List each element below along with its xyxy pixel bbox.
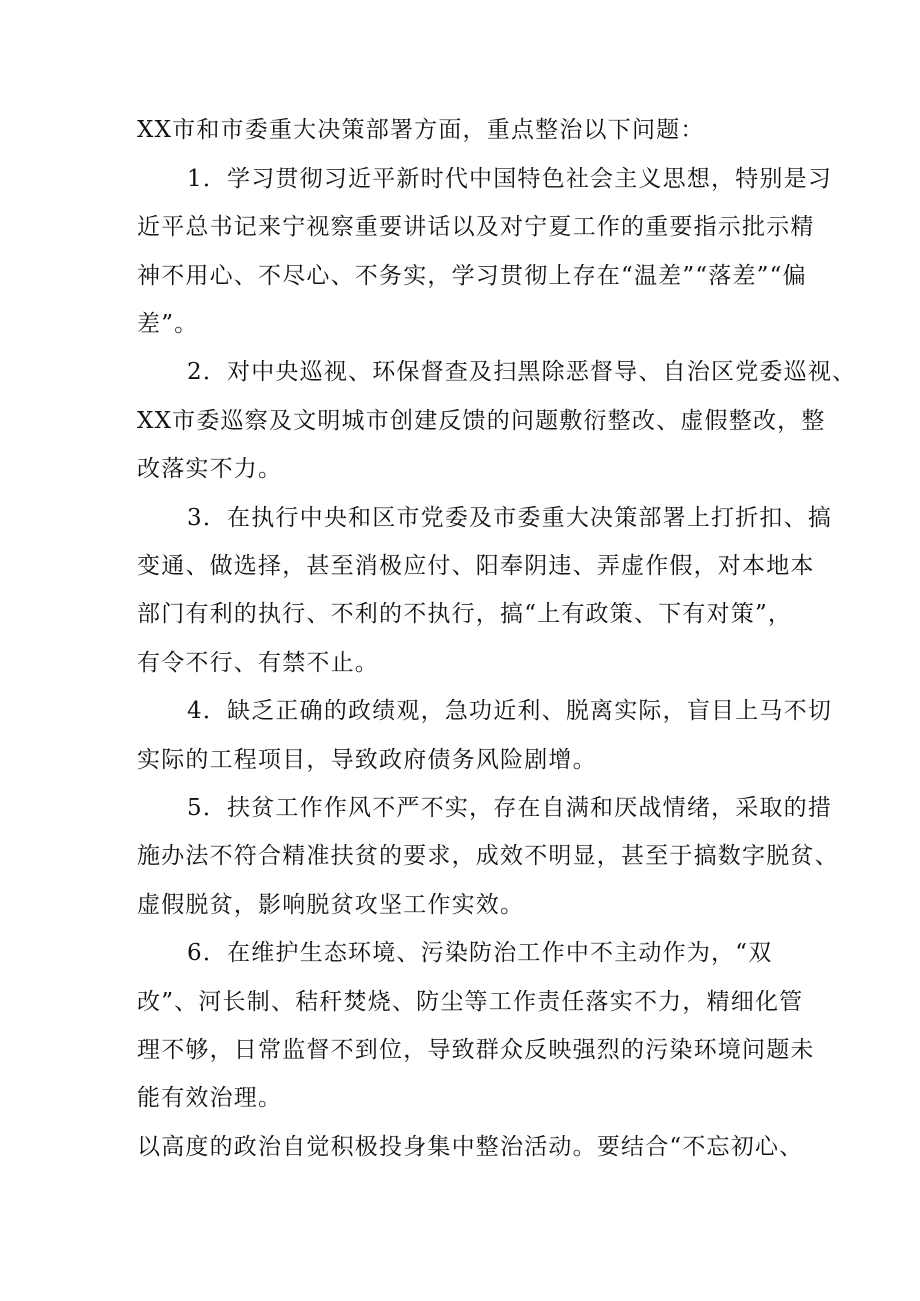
text-line-item-1: 1．学习贯彻习近平新时代中国特色社会主义思想，特别是习 [187,166,833,192]
text-line: 施办法不符合精准扶贫的要求，成效不明显，甚至于搞数字脱贫、 [137,843,839,869]
text-line: 虚假脱贫，影响脱贫攻坚工作实效。 [137,892,525,918]
text-line: 近平总书记来宁视察重要讲话以及对宁夏工作的重要指示批示精 [137,214,815,240]
text-line: 差”。 [137,311,199,337]
text-line: 实际的工程项目，导致政府债务风险剧增。 [137,747,597,773]
text-line: 变通、做选择，甚至消极应付、阳奉阴违、弄虚作假，对本地本 [137,553,815,579]
text-line-item-3: 3．在执行中央和区市党委及市委重大决策部署上打折扣、搞 [187,505,833,531]
text-line: XX市委巡察及文明城市创建反馈的问题敷衍整改、虚假整改，整 [137,408,826,434]
text-line: 改”、河长制、秸秆焚烧、防尘等工作责任落实不力，精细化管 [137,989,804,1015]
text-line-item-4: 4．缺乏正确的政绩观，急功近利、脱离实际，盲目上马不切 [187,698,833,724]
text-line-intro: XX市和市委重大决策部署方面，重点整治以下问题： [137,117,705,143]
text-line-closing: 以高度的政治自觉积极投身集中整治活动。要结合“不忘初心、 [137,1134,804,1160]
text-line: 理不够，日常监督不到位，导致群众反映强烈的污染环境问题未 [137,1037,815,1063]
text-line: 神不用心、不尽心、不务实，学习贯彻上存在“温差”“落差”“偏 [137,263,807,289]
text-line-item-6: 6．在维护生态环境、污染防治工作中不主动作为，“双 [187,940,773,966]
text-line-item-2: 2．对中央巡视、环保督查及扫黑除恶督导、自治区党委巡视、 [187,359,857,385]
text-line-item-5: 5．扶贫工作作风不严不实，存在自满和厌战情绪，采取的措 [187,795,833,821]
text-line: 有令不行、有禁不止。 [137,650,379,676]
text-line: 部门有利的执行、不利的不执行，搞“上有政策、下有对策”， [137,601,793,627]
text-line: 能有效治理。 [137,1085,283,1111]
text-line: 改落实不力。 [137,456,283,482]
